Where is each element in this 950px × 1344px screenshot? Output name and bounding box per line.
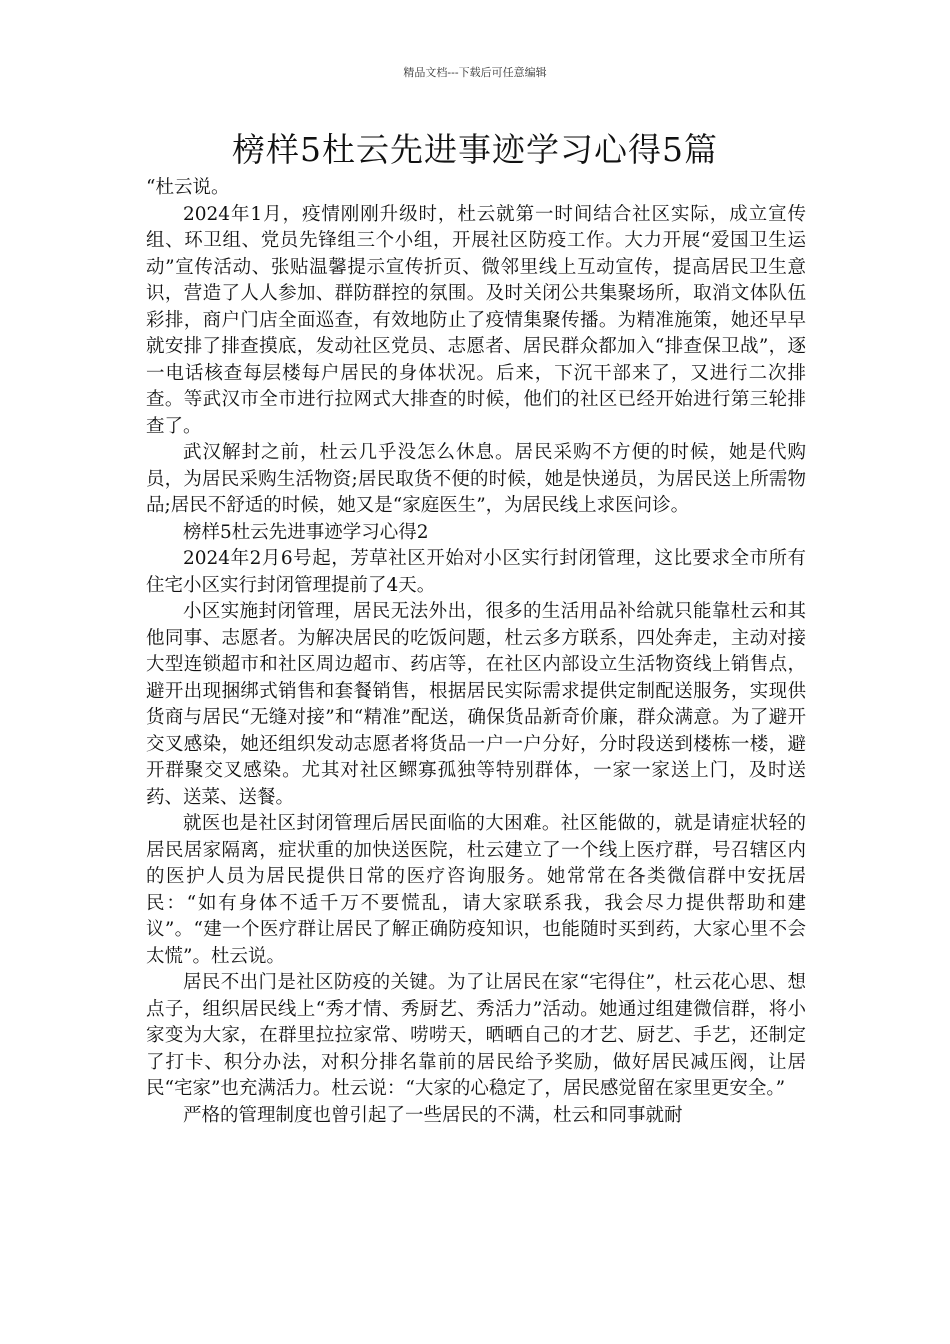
paragraph: 2024年2月6号起，芳草社区开始对小区实行封闭管理，这比要求全市所有住宅小区实行封闭管理提前了4天。 [146, 548, 806, 596]
paragraph: “杜云说。 [146, 177, 230, 198]
document-title: 榜样5杜云先进事迹学习心得5篇 [232, 130, 718, 169]
paragraph: 2024年1月，疫情刚刚升级时，杜云就第一时间结合社区实际，成立宣传组、环卫组、党员先锋组三个小组，开展社区防疫工作。大力开展“爱国卫生运动”宣传活动、张贴温馨提示宣传折页、微邻里线上互动宣传，提高居民卫生意识，营造了人人参加、群防群控的氛围。及时关闭公共集聚场所，取消文体队伍彩排，商户门店全面巡查，有效地防止了疫情集聚传播。为精准施策，她还早早就安排了排查摸底，发动社区党员、志愿者、居民群众都加入“排查保卫战”，逐一电话核查每层楼每户居民的身体状况。后来，下沉干部来了，又进行二次排查。等武汉市全市进行拉网式大排查的时候，他们的社区已经开始进行第三轮排查了。 [146, 203, 806, 437]
paragraph: 武汉解封之前，杜云几乎没怎么休息。居民采购不方便的时候，她是代购员，为居民采购生活物资;居民取货不便的时候，她是快递员，为居民送上所需物品;居民不舒适的时候，她又是“家庭医生”，为居民线上求医问诊。 [146, 442, 806, 516]
page-header: 精品文档---下载后可任意编辑 [403, 66, 547, 79]
paragraph: 居民不出门是社区防疫的关键。为了让居民在家“宅得住”，杜云花心思、想点子，组织居民线上“秀才情、秀厨艺、秀活力”活动。她通过组建微信群，将小家变为大家，在群里拉拉家常、唠唠天，晒晒自己的才艺、厨艺、手艺，还制定了打卡、积分办法，对积分排名靠前的居民给予奖励，做好居民减压阀，让居民“宅家”也充满活力。杜云说：“大家的心稳定了，居民感觉留在家里更安全。” [146, 972, 806, 1099]
paragraph: 严格的管理制度也曾引起了一些居民的不满，杜云和同事就耐 [183, 1104, 683, 1126]
section-heading: 榜样5杜云先进事迹学习心得2 [183, 521, 429, 543]
document-body [146, 175, 806, 1129]
paragraph: 小区实施封闭管理，居民无法外出，很多的生活用品补给就只能靠杜云和其他同事、志愿者。为解决居民的吃饭问题，杜云多方联系，四处奔走，主动对接大型连锁超市和社区周边超市、药店等，在社区内部设立生活物资线上销售点，避开出现捆绑式销售和套餐销售，根据居民实际需求提供定制配送服务，实现供货商与居民“无缝对接”和“精准”配送，确保货品新奇价廉，群众满意。为了避开交叉感染，她还组织发动志愿者将货品一户一户分好，分时段送到楼栋一楼，避开群聚交叉感染。尤其对社区鳏寡孤独等特别群体，一家一家送上门，及时送药、送菜、送餐。 [146, 601, 806, 808]
paragraph: 就医也是社区封闭管理后居民面临的大困难。社区能做的，就是请症状轻的居民居家隔离，症状重的加快送医院，杜云建立了一个线上医疗群，号召辖区内的医护人员为居民提供日常的医疗咨询服务。她常常在各类微信群中安抚居民：“如有身体不适千万不要慌乱，请大家联系我，我会尽力提供帮助和建议”。“建一个医疗群让居民了解正确防疫知识，也能随时买到药，大家心里不会太慌”。杜云说。 [146, 813, 806, 967]
